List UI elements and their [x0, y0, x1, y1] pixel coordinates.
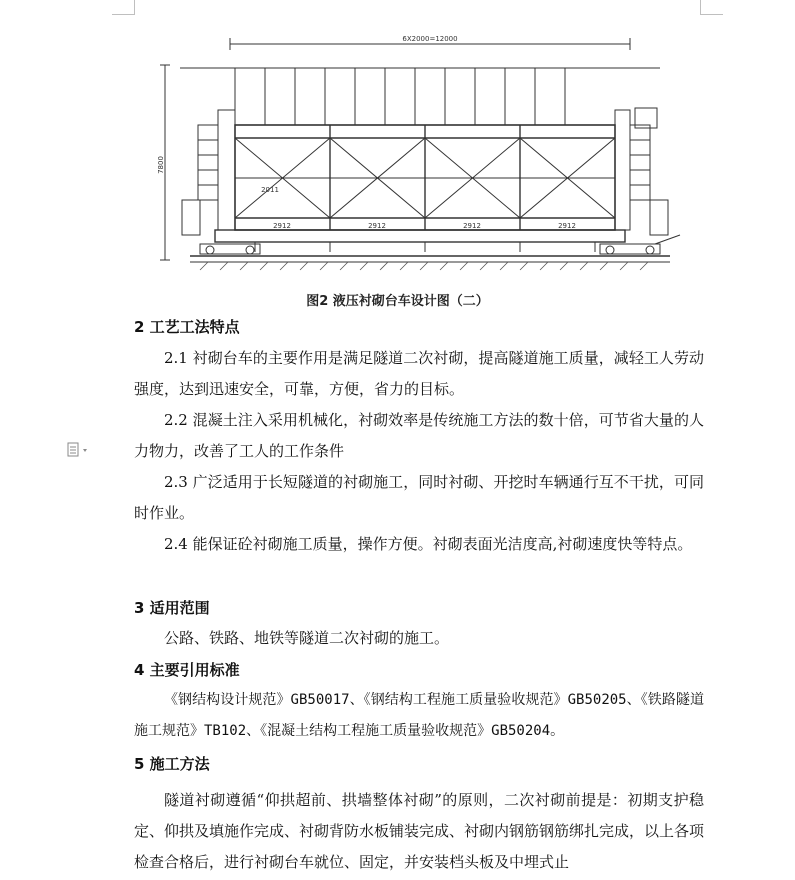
paragraph: 2.4 能保证砼衬砌施工质量，操作方便。衬砌表面光洁度高,衬砌速度快等特点。 [164, 535, 693, 553]
figure-caption: 图2 液压衬砌台车设计图（二） [306, 294, 489, 309]
trolley-design-drawing [157, 30, 680, 285]
section-heading: 4 主要引用标准 [134, 661, 240, 679]
margin-corner-mark [700, 0, 723, 15]
paragraph: 《钢结构设计规范》GB50017、《钢结构工程施工质量验收规范》GB50205、《铁路隧道施工规范》TB102、《混凝土结构工程施工质量验收规范》GB50204。 [134, 692, 704, 739]
section-heading: 5 施工方法 [134, 755, 210, 773]
paragraph: 2.2 混凝土注入采用机械化，衬砌效率是传统施工方法的数十倍，可节省大量的人力物力，改善了工人的工作条件 [134, 411, 704, 460]
paragraph: 2.3 广泛适用于长短隧道的衬砌施工，同时衬砌、开挖时车辆通行互不干扰，可同时作业。 [134, 473, 704, 522]
section-heading: 2 工艺工法特点 [134, 318, 240, 336]
section-label: 2912 [368, 222, 386, 230]
document-icon[interactable] [66, 442, 94, 458]
section-label: 2912 [463, 222, 481, 230]
margin-corner-mark [112, 0, 135, 15]
paragraph: 公路、铁路、地铁等隧道二次衬砌的施工。 [164, 629, 450, 647]
paragraph: 2.1 衬砌台车的主要作用是满足隧道二次衬砌，提高隧道施工质量，减轻工人劳动强度，达到迅速安全，可靠，方便，省力的目标。 [134, 349, 704, 398]
paragraph: 隧道衬砌遵循“仰拱超前、拱墙整体衬砌”的原则，二次衬砌前提是：初期支护稳定、仰拱及填施作完成、衬砌背防水板铺装完成、衬砌内钢筋钢筋绑扎完成，以上各项检查合格后，进行衬砌台车就位、固定，并安装档头板及中埋式止 [134, 791, 705, 871]
dimension-label: 6X2000=12000 [402, 35, 458, 43]
section-label: 2912 [273, 222, 291, 230]
section-label: 2912 [558, 222, 576, 230]
section-label: 2011 [261, 186, 279, 194]
height-label: 7800 [157, 156, 165, 174]
section-heading: 3 适用范围 [134, 599, 210, 617]
